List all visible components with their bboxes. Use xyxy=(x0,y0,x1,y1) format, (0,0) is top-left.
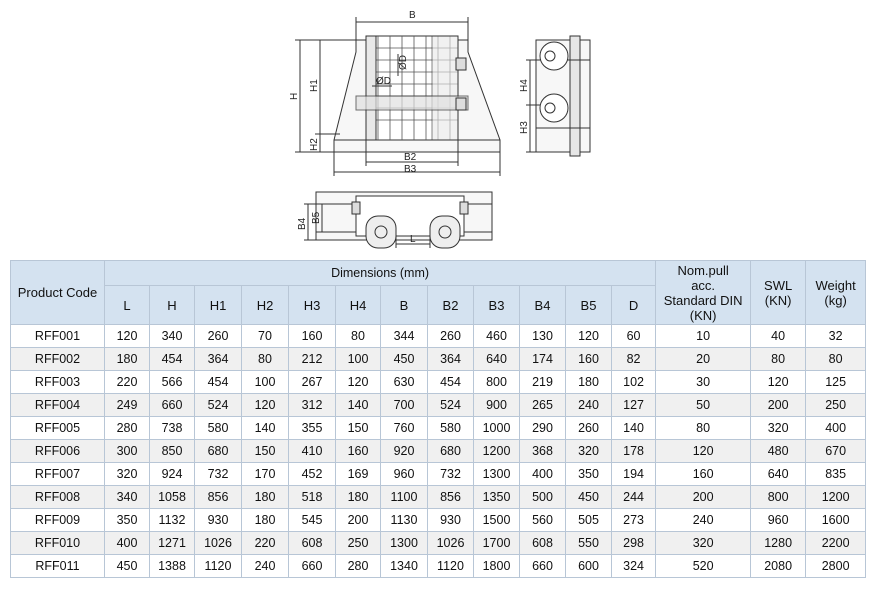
table-cell: 100 xyxy=(242,371,289,394)
header-dim-b2: B2 xyxy=(428,286,474,325)
table-cell: 150 xyxy=(242,440,289,463)
header-dim-h4: H4 xyxy=(336,286,381,325)
table-cell: 856 xyxy=(195,486,242,509)
table-cell: 324 xyxy=(612,555,656,578)
table-cell: 267 xyxy=(289,371,336,394)
table-cell: 454 xyxy=(150,348,195,371)
header-dim-b5: B5 xyxy=(566,286,612,325)
table-cell: 249 xyxy=(105,394,150,417)
table-cell: 355 xyxy=(289,417,336,440)
table-cell: 280 xyxy=(336,555,381,578)
table-cell: 520 xyxy=(656,555,751,578)
product-code-cell: RFF003 xyxy=(11,371,105,394)
table-cell: 178 xyxy=(612,440,656,463)
label-H2: H2 xyxy=(309,138,320,151)
table-cell: 400 xyxy=(806,417,866,440)
table-row xyxy=(11,486,866,509)
table-cell: 40 xyxy=(751,325,806,348)
table-cell: 120 xyxy=(656,440,751,463)
table-cell: 630 xyxy=(381,371,428,394)
table-cell: 1058 xyxy=(150,486,195,509)
table-cell: 1800 xyxy=(474,555,520,578)
table-cell: 800 xyxy=(751,486,806,509)
table-cell: 350 xyxy=(105,509,150,532)
product-code-cell: RFF006 xyxy=(11,440,105,463)
header-weight-line1: Weight xyxy=(815,277,856,293)
table-cell: 127 xyxy=(612,394,656,417)
table-cell: 170 xyxy=(242,463,289,486)
table-cell: 250 xyxy=(806,394,866,417)
table-row xyxy=(11,440,866,463)
table-cell: 80 xyxy=(336,325,381,348)
table-cell: 1026 xyxy=(195,532,242,555)
table-cell: 480 xyxy=(751,440,806,463)
header-dim-b: B xyxy=(381,286,428,325)
table-cell: 200 xyxy=(751,394,806,417)
table-cell: 364 xyxy=(195,348,242,371)
table-cell: 120 xyxy=(105,325,150,348)
label-B4: B4 xyxy=(297,217,308,230)
table-cell: 1130 xyxy=(381,509,428,532)
product-code-cell: RFF005 xyxy=(11,417,105,440)
table-cell: 452 xyxy=(289,463,336,486)
table-cell: 130 xyxy=(520,325,566,348)
technical-drawings xyxy=(0,0,875,258)
table-cell: 364 xyxy=(428,348,474,371)
table-cell: 200 xyxy=(336,509,381,532)
front-view-drawing xyxy=(295,17,500,176)
table-cell: 608 xyxy=(520,532,566,555)
table-cell: 850 xyxy=(150,440,195,463)
table-cell: 524 xyxy=(428,394,474,417)
product-code-cell: RFF007 xyxy=(11,463,105,486)
table-cell: 180 xyxy=(242,509,289,532)
table-cell: 140 xyxy=(242,417,289,440)
label-diameter-large: ØD xyxy=(398,55,409,70)
table-cell: 273 xyxy=(612,509,656,532)
header-nom-pull-line2: acc. xyxy=(691,277,716,293)
table-cell: 120 xyxy=(336,371,381,394)
table-cell: 160 xyxy=(656,463,751,486)
table-cell: 2200 xyxy=(806,532,866,555)
table-cell: 920 xyxy=(381,440,428,463)
table-cell: 180 xyxy=(336,486,381,509)
table-cell: 856 xyxy=(428,486,474,509)
table-cell: 80 xyxy=(656,417,751,440)
header-nom-pull-line4: (KN) xyxy=(689,307,717,323)
table-cell: 930 xyxy=(195,509,242,532)
label-B5: B5 xyxy=(311,211,322,224)
table-cell: 220 xyxy=(105,371,150,394)
table-cell: 518 xyxy=(289,486,336,509)
table-cell: 1280 xyxy=(751,532,806,555)
table-cell: 265 xyxy=(520,394,566,417)
table-cell: 160 xyxy=(336,440,381,463)
header-nom-pull-line3: Standard DIN xyxy=(663,292,743,308)
table-cell: 835 xyxy=(806,463,866,486)
table-cell: 608 xyxy=(289,532,336,555)
table-cell: 120 xyxy=(242,394,289,417)
table-cell: 344 xyxy=(381,325,428,348)
table-cell: 800 xyxy=(474,371,520,394)
table-row xyxy=(11,509,866,532)
table-cell: 320 xyxy=(751,417,806,440)
header-dimensions: Dimensions (mm) xyxy=(105,261,656,286)
table-cell: 350 xyxy=(566,463,612,486)
table-cell: 10 xyxy=(656,325,751,348)
table-cell: 1026 xyxy=(428,532,474,555)
table-cell: 580 xyxy=(195,417,242,440)
table-cell: 260 xyxy=(195,325,242,348)
table-row xyxy=(11,394,866,417)
table-cell: 80 xyxy=(242,348,289,371)
table-cell: 566 xyxy=(150,371,195,394)
table-cell: 1120 xyxy=(195,555,242,578)
product-code-cell: RFF001 xyxy=(11,325,105,348)
table-cell: 320 xyxy=(566,440,612,463)
header-weight-line2: (kg) xyxy=(824,292,847,308)
table-cell: 320 xyxy=(105,463,150,486)
table-cell: 640 xyxy=(751,463,806,486)
table-cell: 680 xyxy=(428,440,474,463)
table-cell: 738 xyxy=(150,417,195,440)
table-cell: 32 xyxy=(806,325,866,348)
table-cell: 450 xyxy=(105,555,150,578)
header-nom-pull-line1: Nom.pull xyxy=(677,262,729,278)
product-code-cell: RFF004 xyxy=(11,394,105,417)
table-cell: 60 xyxy=(612,325,656,348)
table-cell: 250 xyxy=(336,532,381,555)
table-cell: 240 xyxy=(566,394,612,417)
table-cell: 20 xyxy=(656,348,751,371)
table-cell: 80 xyxy=(806,348,866,371)
table-cell: 102 xyxy=(612,371,656,394)
product-code-cell: RFF010 xyxy=(11,532,105,555)
table-cell: 1200 xyxy=(474,440,520,463)
side-view-drawing xyxy=(526,36,590,156)
table-cell: 732 xyxy=(428,463,474,486)
label-H: H xyxy=(289,92,300,100)
table-cell: 1200 xyxy=(806,486,866,509)
header-dim-d: D xyxy=(612,286,656,325)
table-cell: 368 xyxy=(520,440,566,463)
table-cell: 1600 xyxy=(806,509,866,532)
table-cell: 140 xyxy=(336,394,381,417)
label-B: B xyxy=(409,10,416,21)
label-H4: H4 xyxy=(519,79,530,92)
table-cell: 580 xyxy=(428,417,474,440)
table-cell: 400 xyxy=(105,532,150,555)
table-row xyxy=(11,348,866,371)
header-dim-h: H xyxy=(150,286,195,325)
table-cell: 180 xyxy=(242,486,289,509)
table-cell: 680 xyxy=(195,440,242,463)
product-code-cell: RFF008 xyxy=(11,486,105,509)
table-row xyxy=(11,532,866,555)
table-cell: 1700 xyxy=(474,532,520,555)
table-cell: 219 xyxy=(520,371,566,394)
table-cell: 454 xyxy=(428,371,474,394)
table-cell: 244 xyxy=(612,486,656,509)
table-cell: 240 xyxy=(656,509,751,532)
header-dim-h3: H3 xyxy=(289,286,336,325)
table-cell: 524 xyxy=(195,394,242,417)
table-cell: 300 xyxy=(105,440,150,463)
table-row xyxy=(11,555,866,578)
table-cell: 2800 xyxy=(806,555,866,578)
table-cell: 550 xyxy=(566,532,612,555)
table-cell: 50 xyxy=(656,394,751,417)
header-dim-l: L xyxy=(105,286,150,325)
label-L: L xyxy=(410,234,416,245)
label-H1: H1 xyxy=(309,79,320,92)
table-cell: 240 xyxy=(242,555,289,578)
table-cell: 1120 xyxy=(428,555,474,578)
table-cell: 960 xyxy=(381,463,428,486)
table-cell: 80 xyxy=(751,348,806,371)
table-cell: 290 xyxy=(520,417,566,440)
label-diameter-small: ØD xyxy=(376,76,391,87)
table-cell: 545 xyxy=(289,509,336,532)
table-cell: 30 xyxy=(656,371,751,394)
table-cell: 298 xyxy=(612,532,656,555)
table-cell: 450 xyxy=(566,486,612,509)
table-cell: 212 xyxy=(289,348,336,371)
table-cell: 930 xyxy=(428,509,474,532)
table-cell: 150 xyxy=(336,417,381,440)
table-cell: 924 xyxy=(150,463,195,486)
table-cell: 1132 xyxy=(150,509,195,532)
table-cell: 125 xyxy=(806,371,866,394)
table-cell: 312 xyxy=(289,394,336,417)
header-weight xyxy=(806,261,866,325)
product-code-cell: RFF009 xyxy=(11,509,105,532)
table-cell: 160 xyxy=(566,348,612,371)
table-cell: 410 xyxy=(289,440,336,463)
header-dim-b4: B4 xyxy=(520,286,566,325)
table-cell: 180 xyxy=(566,371,612,394)
table-cell: 460 xyxy=(474,325,520,348)
label-H3: H3 xyxy=(519,121,530,134)
table-cell: 1388 xyxy=(150,555,195,578)
header-dim-b3: B3 xyxy=(474,286,520,325)
table-cell: 640 xyxy=(474,348,520,371)
table-cell: 500 xyxy=(520,486,566,509)
table-cell: 400 xyxy=(520,463,566,486)
table-cell: 320 xyxy=(656,532,751,555)
table-row xyxy=(11,371,866,394)
header-nom-pull xyxy=(656,261,751,325)
table-cell: 732 xyxy=(195,463,242,486)
dimensions-table xyxy=(10,260,866,578)
table-cell: 140 xyxy=(612,417,656,440)
table-cell: 340 xyxy=(105,486,150,509)
table-cell: 340 xyxy=(150,325,195,348)
table-cell: 760 xyxy=(381,417,428,440)
table-cell: 180 xyxy=(105,348,150,371)
header-dim-h1: H1 xyxy=(195,286,242,325)
table-cell: 900 xyxy=(474,394,520,417)
table-cell: 660 xyxy=(289,555,336,578)
table-row xyxy=(11,417,866,440)
table-cell: 169 xyxy=(336,463,381,486)
header-swl-line1: SWL xyxy=(764,277,793,293)
table-cell: 450 xyxy=(381,348,428,371)
table-cell: 600 xyxy=(566,555,612,578)
table-cell: 454 xyxy=(195,371,242,394)
header-swl-line2: (KN) xyxy=(764,292,792,308)
table-cell: 1100 xyxy=(381,486,428,509)
table-cell: 1340 xyxy=(381,555,428,578)
table-cell: 560 xyxy=(520,509,566,532)
table-cell: 2080 xyxy=(751,555,806,578)
table-cell: 220 xyxy=(242,532,289,555)
table-cell: 120 xyxy=(751,371,806,394)
table-cell: 670 xyxy=(806,440,866,463)
table-cell: 120 xyxy=(566,325,612,348)
header-dim-h2: H2 xyxy=(242,286,289,325)
label-B3: B3 xyxy=(404,164,417,175)
table-cell: 960 xyxy=(751,509,806,532)
table-cell: 70 xyxy=(242,325,289,348)
table-cell: 505 xyxy=(566,509,612,532)
table-cell: 660 xyxy=(150,394,195,417)
table-cell: 260 xyxy=(566,417,612,440)
table-cell: 194 xyxy=(612,463,656,486)
table-row xyxy=(11,463,866,486)
header-product-code: Product Code xyxy=(11,261,105,325)
table-cell: 200 xyxy=(656,486,751,509)
table-cell: 700 xyxy=(381,394,428,417)
table-cell: 260 xyxy=(428,325,474,348)
table-cell: 1300 xyxy=(474,463,520,486)
product-code-cell: RFF011 xyxy=(11,555,105,578)
header-swl xyxy=(751,261,806,325)
table-cell: 1350 xyxy=(474,486,520,509)
table-cell: 1271 xyxy=(150,532,195,555)
label-B2: B2 xyxy=(404,152,417,163)
table-row xyxy=(11,325,866,348)
table-cell: 160 xyxy=(289,325,336,348)
table-cell: 1500 xyxy=(474,509,520,532)
table-cell: 660 xyxy=(520,555,566,578)
table-cell: 280 xyxy=(105,417,150,440)
table-cell: 100 xyxy=(336,348,381,371)
table-cell: 1300 xyxy=(381,532,428,555)
product-code-cell: RFF002 xyxy=(11,348,105,371)
table-cell: 82 xyxy=(612,348,656,371)
top-view-drawing xyxy=(304,192,492,248)
table-cell: 1000 xyxy=(474,417,520,440)
table-cell: 174 xyxy=(520,348,566,371)
